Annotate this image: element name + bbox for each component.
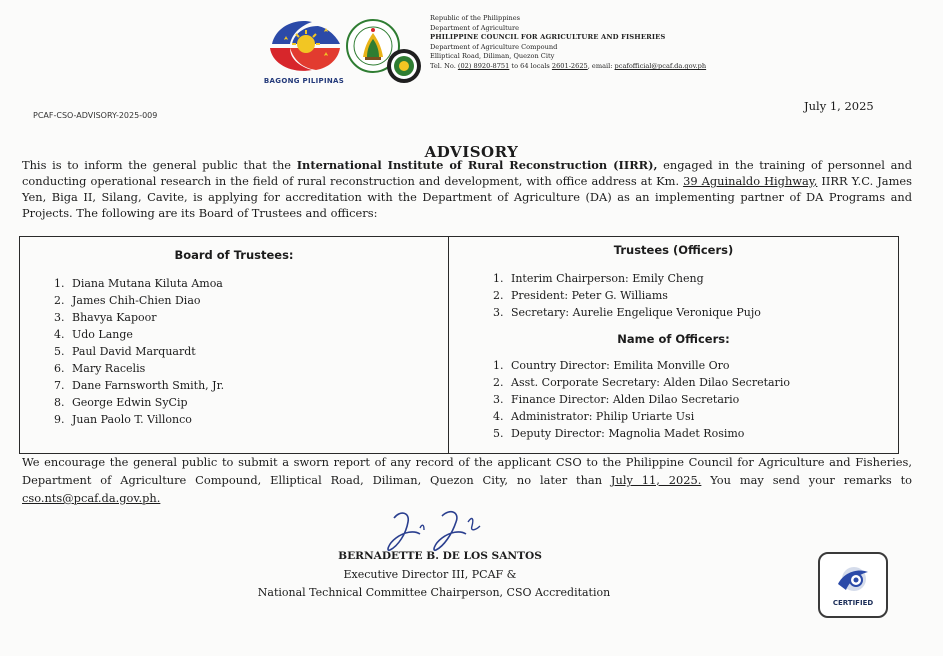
- officer-entry: Secretary: Aurelie Engelique Veronique Pujo: [511, 306, 761, 319]
- trustee-name: Diana Mutana Kiluta Amoa: [72, 277, 223, 290]
- item-number: 1.: [493, 359, 504, 372]
- intro-paragraph: [22, 157, 912, 221]
- item-number: 5.: [54, 345, 65, 358]
- trustee-name: Udo Lange: [72, 328, 133, 341]
- list-item: [54, 275, 224, 292]
- letterhead-line: Department of Agriculture: [430, 23, 520, 32]
- official-email-link[interactable]: pcafofficial@pcaf.da.gov.ph: [614, 61, 707, 70]
- logo-caption: BAGONG PILIPINAS: [263, 77, 345, 85]
- list-item: [493, 408, 790, 425]
- trustees-officers-list: [493, 270, 761, 321]
- list-item: [54, 309, 224, 326]
- pcaf-seal: [386, 48, 422, 84]
- letterhead-council-name: PHILIPPINE COUNCIL FOR AGRICULTURE AND FISHERIES: [430, 33, 666, 42]
- letterhead-line: Department of Agriculture Compound: [430, 42, 558, 51]
- signatory-title: Executive Director III, PCAF &: [343, 568, 517, 581]
- certification-globe-icon: [834, 562, 870, 596]
- certified-badge: [818, 552, 888, 618]
- list-item: [493, 391, 790, 408]
- trustee-name: George Edwin SyCip: [72, 396, 188, 409]
- list-item: [493, 374, 790, 391]
- trustee-name: Mary Racelis: [72, 362, 146, 375]
- reference-number: PCAF-CSO-ADVISORY-2025-009: [33, 111, 158, 120]
- email-prefix: , email:: [587, 61, 615, 70]
- list-item: [493, 357, 790, 374]
- list-item: [493, 425, 790, 442]
- trustees-table: [19, 236, 899, 454]
- list-item: [54, 377, 224, 394]
- signatory-name: BERNADETTE B. DE LOS SANTOS: [338, 550, 542, 562]
- document-date: July 1, 2025: [804, 99, 874, 113]
- handwritten-signature-icon: [380, 506, 500, 556]
- closing-text: You may send your remarks to: [701, 473, 912, 487]
- list-item: [54, 394, 224, 411]
- item-number: 9.: [54, 413, 65, 426]
- item-number: 3.: [493, 393, 504, 406]
- tel-mid: to 64 locals: [509, 61, 552, 70]
- signatory-title-2: National Technical Committee Chairperson, CSO Accreditation: [257, 586, 611, 599]
- intro-text: engaged in the training of personnel and conducting operational research in the field of rural reconstruction and development, with office address at Km.: [22, 158, 912, 188]
- item-number: 3.: [493, 306, 504, 319]
- officer-entry: Finance Director: Alden Dilao Secretario: [511, 393, 740, 406]
- trustee-name: James Chih-Chien Diao: [72, 294, 201, 307]
- officer-entry: President: Peter G. Williams: [511, 289, 668, 302]
- item-number: 1.: [493, 272, 504, 285]
- list-item: [54, 343, 224, 360]
- list-item: [493, 304, 761, 321]
- list-item: [493, 287, 761, 304]
- list-item: [54, 326, 224, 343]
- address-underlined: 39 Aguinaldo Highway,: [683, 174, 818, 188]
- certified-label: CERTIFIED: [832, 599, 874, 607]
- officers-column: [449, 237, 898, 453]
- officer-entry: Country Director: Emilita Monville Oro: [511, 359, 730, 372]
- list-item: [54, 411, 224, 428]
- bagong-pilipinas-emblem-icon: [262, 14, 346, 76]
- board-list: [54, 275, 224, 428]
- item-number: 6.: [54, 362, 65, 375]
- item-number: 3.: [54, 311, 65, 324]
- bagong-pilipinas-logo: [262, 14, 346, 92]
- document-title: ADVISORY: [424, 143, 519, 161]
- board-heading: Board of Trustees:: [174, 248, 294, 262]
- officers-list: [493, 357, 790, 442]
- closing-paragraph: [22, 453, 912, 507]
- officer-entry: Interim Chairperson: Emily Cheng: [511, 272, 704, 285]
- tel-prefix: Tel. No.: [430, 61, 458, 70]
- item-number: 8.: [54, 396, 65, 409]
- intro-text: This is to inform the general public that the: [22, 158, 297, 172]
- item-number: 2.: [493, 289, 504, 302]
- item-number: 2.: [54, 294, 65, 307]
- letterhead-line: Republic of the Philippines: [430, 14, 521, 22]
- officer-entry: Asst. Corporate Secretary: Alden Dilao Secretario: [511, 376, 790, 389]
- intro-text: IIRR Y.C. James Yen, Biga II, Silang, Cavite, is applying for accreditation with the Department of Agriculture (DA) as an implementing partner of DA Programs and Projects. The following are its Board of Trustees and officers:: [22, 174, 912, 220]
- item-number: 5.: [493, 427, 504, 440]
- organization-name: International Institute of Rural Reconstruction (IIRR),: [296, 158, 658, 172]
- letterhead-line: Elliptical Road, Diliman, Quezon City: [430, 52, 555, 61]
- item-number: 7.: [54, 379, 65, 392]
- officer-entry: Deputy Director: Magnolia Madet Rosimo: [511, 427, 745, 440]
- trustee-name: Paul David Marquardt: [72, 345, 196, 358]
- pcaf-seal-icon: [386, 48, 422, 84]
- closing-text: We encourage the general public to submit a sworn report of any record of the applicant CSO to the Philippine Council for Agriculture and Fisheries, Department of Agriculture Compound, Elliptical Road, Diliman, Quezon City, no later than: [22, 455, 912, 487]
- board-column: [20, 237, 448, 453]
- officer-entry: Administrator: Philip Uriarte Usi: [511, 410, 695, 423]
- trustee-name: Dane Farnsworth Smith, Jr.: [72, 379, 225, 392]
- letterhead-contact: [430, 62, 706, 72]
- cso-email-link[interactable]: cso.nts@pcaf.da.gov.ph.: [22, 491, 161, 505]
- item-number: 4.: [54, 328, 65, 341]
- tel-locals: 2601-2625: [551, 61, 588, 70]
- trustees-officers-heading: Trustees (Officers): [613, 243, 734, 257]
- tel-number: (02) 8920-8751: [457, 61, 510, 70]
- list-item: [54, 292, 224, 309]
- list-item: [493, 270, 761, 287]
- list-item: [54, 360, 224, 377]
- officers-heading: Name of Officers:: [617, 332, 730, 346]
- trustee-name: Juan Paolo T. Villonco: [72, 413, 192, 426]
- item-number: 4.: [493, 410, 504, 423]
- deadline-date: July 11, 2025.: [610, 473, 702, 487]
- trustee-name: Bhavya Kapoor: [72, 311, 157, 324]
- item-number: 2.: [493, 376, 504, 389]
- letterhead-text: [430, 14, 706, 72]
- item-number: 1.: [54, 277, 65, 290]
